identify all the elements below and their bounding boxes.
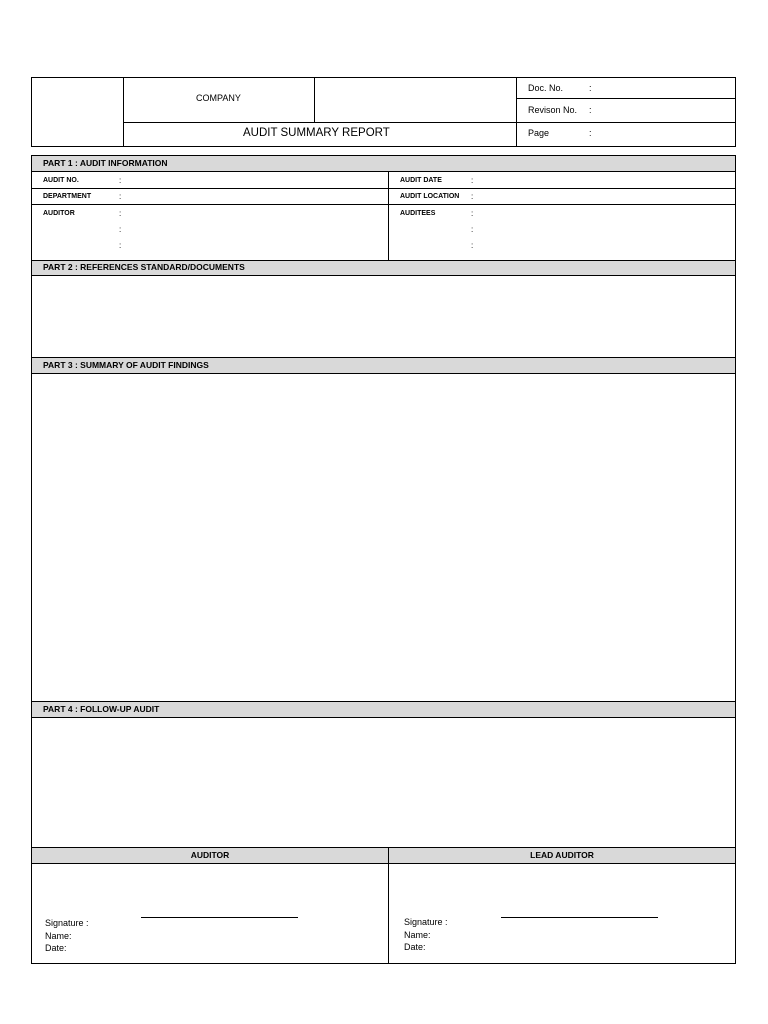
company-name: COMPANY (196, 93, 241, 103)
auditees-colon: : (471, 241, 474, 250)
company-cell-divider (314, 77, 315, 123)
date-label: Date: (45, 943, 67, 953)
references-area[interactable] (32, 276, 735, 358)
revision-colon: : (589, 105, 592, 115)
auditor-colon: : (119, 225, 122, 234)
audit-location-label: AUDIT LOCATION (400, 193, 460, 200)
signature-label: Signature : (404, 917, 448, 927)
department-colon: : (119, 192, 122, 201)
doc-info-divider (516, 77, 517, 147)
auditor-colon: : (119, 241, 122, 250)
revision-label: Revison No. (528, 105, 578, 115)
lead-auditor-signature-block (404, 916, 448, 954)
part3-title: PART 3 : SUMMARY OF AUDIT FINDINGS (43, 360, 209, 370)
revision-divider (516, 122, 736, 123)
audit-date-colon: : (471, 176, 474, 185)
report-title: AUDIT SUMMARY REPORT (243, 127, 390, 139)
part2-title: PART 2 : REFERENCES STANDARD/DOCUMENTS (43, 262, 245, 272)
lead-auditor-column-header: LEAD AUDITOR (530, 850, 594, 860)
auditor-signature-block (45, 917, 89, 955)
auditees-label: AUDITEES (400, 210, 436, 217)
part1-title: PART 1 : AUDIT INFORMATION (43, 158, 168, 168)
auditor-signature-line[interactable] (141, 917, 298, 918)
doc-no-label: Doc. No. (528, 83, 564, 93)
audit-no-colon: : (119, 176, 122, 185)
part1-row-divider (32, 204, 735, 205)
logo-cell (123, 77, 124, 147)
page-label: Page (528, 128, 550, 138)
auditor-label: AUDITOR (43, 210, 75, 217)
auditor-colon: : (119, 209, 122, 218)
part4-title: PART 4 : FOLLOW-UP AUDIT (43, 704, 160, 714)
page-colon: : (589, 128, 592, 138)
signoff-column-divider (388, 847, 389, 964)
part1-row-divider (32, 188, 735, 189)
follow-up-area[interactable] (32, 718, 735, 847)
auditor-column-header: AUDITOR (190, 850, 230, 860)
findings-area[interactable] (32, 374, 735, 701)
audit-no-label: AUDIT NO. (43, 177, 79, 184)
auditees-colon: : (471, 209, 474, 218)
department-label: DEPARTMENT (43, 193, 92, 200)
audit-location-colon: : (471, 192, 474, 201)
lead-auditor-signature-line[interactable] (501, 917, 658, 918)
title-row-divider (123, 122, 517, 123)
date-label: Date: (404, 942, 426, 952)
doc-no-colon: : (589, 83, 592, 93)
auditees-colon: : (471, 225, 474, 234)
part1-column-divider (388, 172, 389, 260)
name-label: Name: (45, 930, 72, 941)
audit-date-label: AUDIT DATE (400, 177, 442, 184)
name-label: Name: (404, 929, 431, 940)
signature-label: Signature : (45, 918, 89, 928)
doc-no-divider (516, 98, 736, 99)
